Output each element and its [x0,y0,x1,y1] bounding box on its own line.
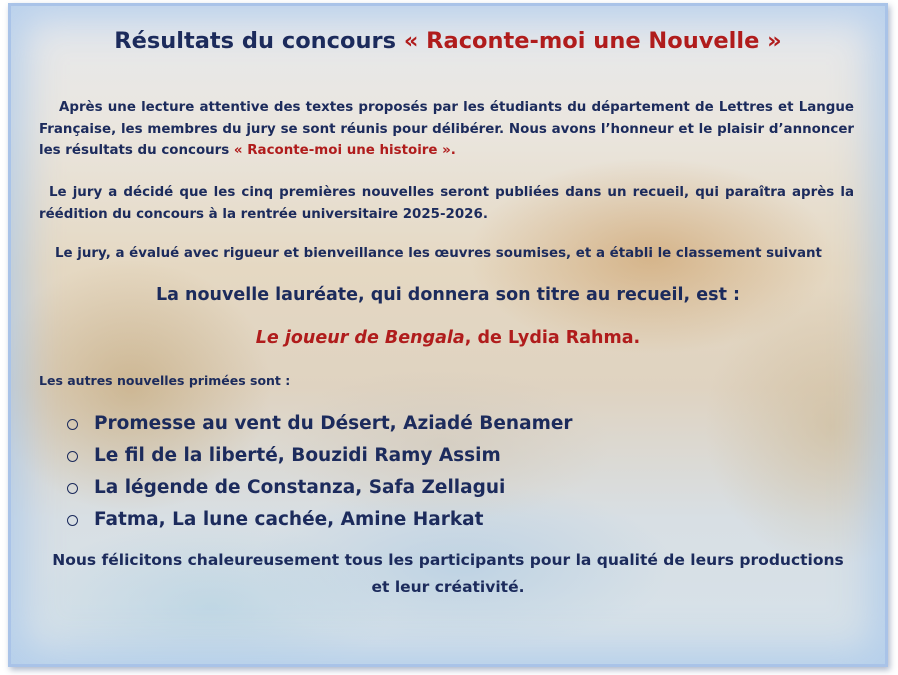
announcement-frame [8,3,888,667]
title-prefix: Résultats du concours [114,28,404,54]
prize-list [67,407,573,535]
hollow-circle-bullet-icon [67,483,78,494]
hollow-circle-bullet-icon [67,419,78,430]
intro-paragraph [39,97,854,162]
hollow-circle-bullet-icon [67,515,78,526]
publication-paragraph: Le jury a décidé que les cinq premières nouvelles seront publiées dans un recueil, qui paraîtra après la réédition du concours à la rentrée universitaire 2025-2026. [39,185,854,222]
list-item-text: Promesse au vent du Désert, Aziadé Benamer [94,412,573,434]
intro-text: Après une lecture attentive des textes proposés par les étudiants du département de Lettres et Langue Française, les membres du jury se sont réunis pour délibérer. Nous avons l’honneur et le plaisir d’annoncer les résultats du concours [39,100,854,158]
winner-author: , de Lydia Rahma. [464,328,641,348]
laureate-intro: La nouvelle lauréate, qui donnera son titre au recueil, est : [155,285,741,305]
list-item [67,471,573,503]
page-title [11,28,885,54]
closing-message: Nous félicitons chaleureusement tous les participants pour la qualité de leurs productions et leur créativité. [52,551,844,596]
hollow-circle-bullet-icon [67,451,78,462]
evaluation-paragraph: Le jury, a évalué avec rigueur et bienveillance les œuvres soumises, et a établi le classement suivant [55,246,822,261]
list-item-text: Fatma, La lune cachée, Amine Harkat [94,508,484,530]
winner-line [11,328,885,348]
list-item [67,503,573,535]
others-intro: Les autres nouvelles primées sont : [39,373,291,388]
list-item [67,407,573,439]
intro-contest-name: « Raconte-moi une histoire ». [233,143,456,158]
list-item-text: Le fil de la liberté, Bouzidi Ramy Assim [94,444,501,466]
winner-work-title: Le joueur de Bengala [255,328,465,348]
list-item [67,439,573,471]
list-item-text: La légende de Constanza, Safa Zellagui [94,476,506,498]
title-contest-name: « Raconte-moi une Nouvelle » [403,28,782,54]
